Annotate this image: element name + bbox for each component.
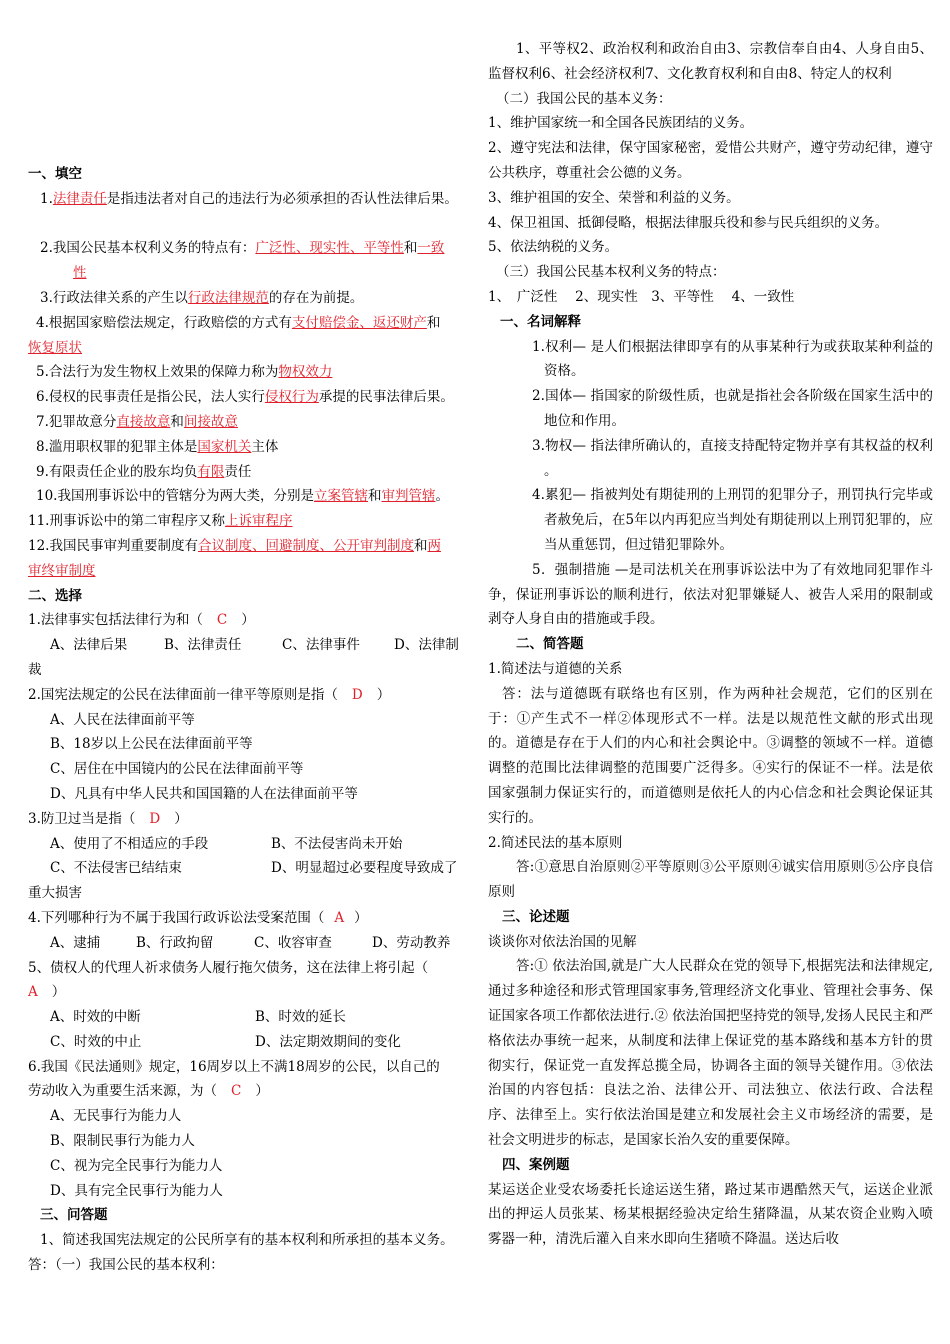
choice-q3-stem: 3.防卫过当是指（ D ） [28,810,188,827]
section-case-heading: 四、案例题 [502,1156,570,1173]
blank-q1: 1.法律责任是指违法者对自己的违法行为必须承担的否认性法律后果。 [40,190,458,207]
answer: 直接故意 [116,413,171,430]
blank-q8: 8.滥用职权罪的犯罪主体是国家机关主体 [36,438,279,455]
choice-q6-option-c: C、视为完全民事行为能力人 [50,1157,223,1174]
traits-title: （三）我国公民基本权利义务的特点： [496,264,726,281]
answer: 上诉审程序 [224,513,293,530]
choice-q2-option-d: D、凡具有中华人民共和国国籍的人在法律面前平等 [50,785,358,802]
duties-title: （二）我国公民的基本义务： [496,90,672,107]
choice-answer: A [28,984,38,1001]
answer: 支付赔偿金、返还财产 [291,314,427,331]
section-essay-heading: 三、论述题 [502,908,570,925]
term-item: 1.权利— 是人们根据法律即享有的从事某种行为或获取某种利益的资格。 [532,338,933,380]
blank-q6: 6.侵权的民事责任是指公民，法人实行侵权行为承提的民事法律后果。 [36,389,454,406]
choice-q2-option-c: C、居住在中国镜内的公民在法律面前平等 [50,761,304,778]
duty-item: 2、遵守宪法和法律，保守国家秘密，爱惜公共财产，遵守劳动纪律，遵守公共秩序，尊重社会公德的义务。 [488,140,933,181]
blank-q4-cont: 恢复原状 [28,339,82,356]
answer: 广泛性、现实性、平等性 [255,240,404,257]
term-item: 5．强制措施 —是司法机关在刑事诉讼法中为了有效地同犯罪作斗争，保证刑事诉讼的顺利进行，依法对犯罪嫌疑人、被告人采用的限制或剥夺人身自由的措施或手段。 [488,561,933,628]
choice-q2-option-b: B、18岁以上公民在法律面前平等 [50,736,253,753]
blank-q7: 7.犯罪故意分直接故意和间接故意 [36,413,238,430]
answer: 物权效力 [278,364,333,381]
blank-q5: 5.合法行为发生物权上效果的保障力称为物权效力 [36,364,333,381]
answer: 审判管辖 [381,488,436,505]
answer: 行政法律规范 [187,289,269,306]
term-item: 2.国体— 指国家的阶级性质，也就是指社会各阶级在国家生活中的地位和作用。 [532,388,933,429]
duty-item: 1、维护国家统一和全国各民族团结的义务。 [488,115,754,132]
short-q2: 2.简述民法的基本原则 [488,834,623,851]
short-a1: 答：法与道德既有联络也有区别，作为两种社会规范，它们的区别在于：①产生式不一样②体现形式不一样。法是以规范性文献的形式出现的。道德是存在于人们的内心和社会舆论中。③调整的领域不一样。道德调整的范围比法律调整的范围要广泛得多。④实行的保证不一样。法是依国家强制力保证实行的，而道德则是依托人的内心信念和社会舆论保证其实行的。 [488,685,933,826]
essay-answer: 答:① 依法治国,就是广大人民群众在党的领导下,根据宪法和法律规定,通过多种途径和形式管理国家事务,管理经济文化事业、管理社会事务、保证国家各项工作都依法进行.② 依法治国把坚持党的领导,发扬人民民主和严格依法办事统一起来，从制度和法律上保证党的基本路线和基本方针的贯彻实行，保证党一直发挥总揽全局，协调各主面的领导关键作用。③依法治国的内容包括：良法之治、法律公开、司法独立、依法行政、合法程序、法律至上。实行依法治国是建立和发展社会主义市场经济的需要，是社会文明进步的标志，是国家长治久安的重要保障。 [488,958,933,1149]
short-q1: 1.简述法与道德的关系 [488,660,623,677]
choice-q3-options-cd: C、不法侵害已结结束 D、明显超过必要程度导致成了 [50,860,458,877]
answer: 合议制度、回避制度、公开审判制度 [197,537,414,554]
qa-answer-1-start: 答：（一）我国公民的基本权利： [28,1257,224,1274]
choice-q5-answer-line: A ） [28,984,66,1001]
section-qa-heading: 三、问答题 [40,1207,108,1224]
blank-q2-cont: 性 [73,265,87,282]
choice-q6-option-a: A、无民事行为能力人 [50,1108,182,1125]
answer: 国家机关 [197,438,252,455]
section-terms-heading: 一、名词解释 [500,313,581,330]
answer: 立案管辖 [313,488,368,505]
blank-q12: 12.我国民事审判重要制度有合议制度、回避制度、公开审判制度和两 [28,537,441,554]
rights-list: 1、平等权2、政治权利和政治自由3、宗教信奉自由4、人身自由5、监督权利6、社会经济权利7、文化教育权利和自由8、特定人的权利 [488,41,933,82]
choice-q6-option-b: B、限制民事行为能力人 [50,1133,195,1150]
choice-q6-option-d: D、具有完全民事行为能力人 [50,1182,223,1199]
answer: 侵权行为 [264,389,319,406]
choice-q1-options: A、法律后果 B、法律责任 C、法律事件 D、法律制 [50,637,459,654]
blank-q12-cont: 审终审制度 [28,562,96,579]
choice-q3-tail: 重大损害 [28,885,82,902]
answer: 有限 [197,463,225,480]
duty-item: 3、维护祖国的安全、荣誉和利益的义务。 [488,189,740,206]
choice-q1-tail: 裁 [28,661,42,678]
choice-q3-options-ab: A、使用了不相适应的手段 B、不法侵害尚未开始 [50,835,403,852]
blank-q9: 9.有限责任企业的股东均负有限责任 [36,463,252,480]
essay-question: 谈谈你对依法治国的见解 [488,933,637,950]
choice-q6-stem-cont: 劳动收入为重要生活来源，为（ C ） [28,1083,269,1100]
blank-q10: 10.我国刑事诉讼中的管辖分为两大类，分别是立案管辖和审判管辖。 [36,488,449,505]
answer: 一致 [417,240,445,257]
traits-list: 1、 广泛性 2、现实性 3、平等性 4、一致性 [488,288,795,305]
section-short-answer-heading: 二、简答题 [516,636,584,653]
short-a2: 答:①意思自治原则②平等原则③公平原则④诚实信用原则⑤公序良信原则 [488,859,933,901]
choice-q1-stem: 1.法律事实包括法律行为和（ C ） [28,612,255,629]
term-item: 4.累犯— 指被判处有期徒刑的上刑罚的犯罪分子，刑罚执行完毕或者赦免后，在5年以内再犯应当判处有期徒刑以上刑罚犯罪的，应当从重惩罚，但过错犯罪除外。 [532,487,933,553]
right-column [488,37,933,1252]
left-column [28,162,475,1278]
blank-q4: 4.根据国家赔偿法规定，行政赔偿的方式有支付赔偿金、返还财产和 [36,314,441,331]
section-choice-heading: 二、选择 [28,587,82,604]
choice-q5-options-cd: C、时效的中止 D、法定期效期间的变化 [50,1033,401,1050]
term-item: 3.物权— 指法律所确认的，直接支持配特定物并享有其权益的权利 。 [532,437,933,479]
choice-answer: C [216,612,228,629]
duty-item: 4、保卫祖国、抵御侵略，根据法律服兵役和参与民兵组织的义务。 [488,214,889,231]
answer: 间接故意 [183,413,238,430]
choice-q2-option-a: A、人民在法律面前平等 [50,711,195,728]
choice-q6-stem: 6.我国《民法通则》规定，16周岁以上不满18周岁的公民，以自己的 [28,1058,440,1075]
choice-q4-options: A、逮捕 B、行政拘留 C、收容审查 D、劳动教养 [50,934,451,951]
choice-q4-stem: 4.下列哪种行为不属于我国行政诉讼法受案范围（ A ） [28,909,368,926]
choice-answer: D [149,810,161,827]
section-fill-blank-heading: 一、填空 [28,166,82,182]
answer: 两 [427,537,441,554]
choice-q5-stem: 5、债权人的代理人祈求债务人履行拖欠债务，这在法律上将引起（ [28,959,429,976]
choice-q2-stem: 2.国宪法规定的公民在法律面前一律平等原则是指（ D ） [28,686,391,703]
case-text: 某运送企业受农场委托长途运送生猪，路过某市遇酷然天气，运送企业派出的押运人员张某、杨某根据经验决定给生猪降温，从某农资企业购入喷雾器一种，清洗后灌入自来水即向生猪喷不降温。送达后收 [488,1181,933,1248]
choice-answer: D [351,686,363,703]
choice-answer: A [334,909,345,926]
qa-question-1: 1、简述我国宪法规定的公民所享有的基本权利和所承担的基本义务。 [40,1232,454,1249]
choice-q5-options-ab: A、时效的中断 B、时效的延长 [50,1009,346,1026]
answer: 法律责任 [52,190,107,207]
blank-q2: 2.我国公民基本权利义务的特点有：广泛性、现实性、平等性和一致 [40,240,445,257]
blank-q11: 11.刑事诉讼中的第二审程序又称上诉审程序 [28,513,293,530]
blank-q3: 3.行政法律关系的产生以行政法律规范的存在为前提。 [40,289,364,306]
choice-answer: C [231,1083,242,1100]
duty-item: 5、依法纳税的义务。 [488,239,619,256]
